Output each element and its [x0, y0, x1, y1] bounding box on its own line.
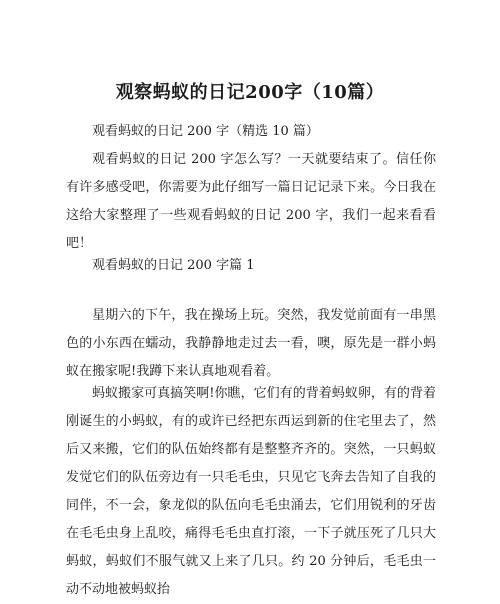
- intro-paragraph: 观看蚂蚁的日记 200 字怎么写？一天就要结束了。信任你有许多感受吧，你需要为此仔细写一篇日记记录下来。今日我在这给大家整理了一些观看蚂蚁的日记 200 字，我们一起来看看吧！: [66, 152, 436, 251]
- document-title: 观察蚂蚁的日记200字（10篇）: [115, 82, 385, 103]
- document-subtitle: 观看蚂蚁的日记 200 字（精选 10 篇）: [92, 124, 319, 139]
- body-paragraph: 蚂蚁搬家可真搞笑啊!你瞧，它们有的背着蚂蚁卵，有的背着刚诞生的小蚂蚁，有的或许已经把东西运到新的住宅里去了，然后又来搬，它们的队伍始终都有是整整齐齐的。突然，一只蚂蚁发觉它们的队伍旁边有一只毛毛虫，只见它飞奔去告知了自我的同伴，不一会，象龙似的队伍向毛毛虫涌去，它们用锐利的牙齿在毛毛虫身上乱咬，痛得毛毛虫直打滚，一下子就压死了几只大蚂蚁，蚂蚁们不服气就又上来了几只。约 20 分钟后，毛毛虫一动不动地被蚂蚁抬: [66, 386, 436, 597]
- section-heading: 观看蚂蚁的日记 200 字篇 1: [92, 258, 255, 273]
- body-paragraph: 星期六的下午，我在操场上玩。突然，我发觉前面有一串黑色的小东西在蠕动，我静静地走过去一看，噢，原先是一群小蚂蚁在搬家呢!我蹲下来认真地观看着。: [66, 308, 436, 379]
